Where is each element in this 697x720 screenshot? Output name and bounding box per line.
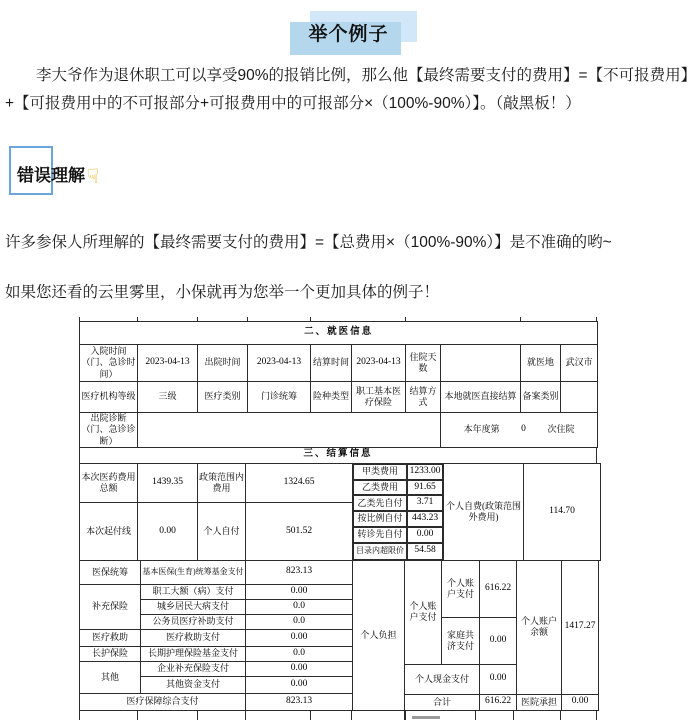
label-comprehensive-pay: 医疗保障综合支付 — [80, 693, 246, 710]
cutoff-text-fragment — [412, 716, 440, 719]
pointing-down-icon: ☟ — [87, 164, 100, 188]
value-medical-category: 门诊统筹 — [248, 382, 311, 413]
value-class-b-fee: 91.65 — [407, 480, 443, 496]
value-subtotal: 616.22 — [480, 694, 517, 710]
value-settle-time: 2023-04-13 — [352, 345, 406, 382]
label-visit-place: 就医地 — [521, 345, 561, 382]
value-hospital-bear: 0.00 — [562, 694, 599, 710]
label-personal-account-pay: 个人账户支付 — [442, 560, 480, 617]
value-resident-serious-pay: 0.0 — [246, 599, 353, 614]
value-medical-aid-pay: 0.00 — [246, 629, 353, 646]
title-text: 举个例子 — [308, 24, 389, 45]
value-self-expense: 114.70 — [524, 463, 601, 560]
label-large-amount-pay: 职工大额（病）支付 — [141, 584, 246, 599]
value-deductible: 0.00 — [138, 503, 198, 561]
label-policy-scope-fee: 政策范围内费用 — [198, 463, 246, 502]
label-deductible: 本次起付线 — [80, 503, 138, 561]
year-count-suffix: 次住院 — [547, 424, 575, 435]
paragraph-formula: 李大爷作为退休职工可以享受90%的报销比例，那么他【最终需要支付的费用】=【不可报费用】+【可报费用中的不可报部分+可报费用中的可报部分×（100%-90%）】。（敲黑板！） — [5, 67, 689, 112]
value-civil-servant-subsidy: 0.0 — [246, 614, 353, 629]
paragraph-lead-in: 如果您还看的云里雾里，小保就再为您举一个更加具体的例子！ — [5, 284, 440, 301]
table-cutoff-top — [79, 317, 597, 321]
payment-body — [79, 560, 597, 711]
label-personal-cash-pay: 个人现金支付 — [405, 664, 480, 694]
label-hospital-bear: 医院承担 — [517, 694, 562, 710]
label-institution-level: 医疗机构等级 — [80, 382, 138, 413]
label-supplement-insurance: 补充保险 — [80, 584, 141, 629]
label-class-b-fee: 乙类费用 — [353, 480, 407, 496]
label-subtotal: 合计 — [405, 694, 480, 710]
label-civil-servant-subsidy: 公务员医疗补助支付 — [141, 614, 246, 629]
value-enterprise-supplement-pay: 0.00 — [246, 661, 353, 676]
table-cutoff-bottom — [79, 711, 597, 720]
value-discharge-diagnosis — [138, 413, 441, 448]
value-longterm-care-pay: 0.0 — [246, 646, 353, 661]
value-comprehensive-pay: 823.13 — [246, 693, 353, 710]
value-basic-pooling-pay: 823.13 — [246, 560, 353, 584]
value-admit-time: 2023-04-13 — [138, 345, 198, 382]
label-basic-pooling-pay: 基本医保(生育)统筹基金支付 — [141, 560, 246, 584]
label-medical-aid: 医疗救助 — [80, 629, 141, 646]
heading-wrong-understanding — [17, 160, 697, 186]
label-family-mutual-pay: 家庭共济支付 — [442, 617, 480, 664]
label-discharge-time: 出院时间 — [198, 345, 248, 382]
title-row — [0, 14, 697, 52]
label-other-fund-pay: 其他资金支付 — [141, 676, 246, 693]
value-referral-prepay: 0.00 — [407, 527, 443, 543]
label-class-b-prepay: 乙类先自付 — [353, 495, 407, 511]
value-total-medical-fee: 1439.35 — [138, 463, 198, 502]
label-class-a-fee: 甲类费用 — [353, 464, 407, 480]
label-medical-aid-pay: 医疗救助支付 — [141, 629, 246, 646]
value-policy-scope-fee: 1324.65 — [246, 463, 353, 502]
label-self-paid: 个人自付 — [198, 503, 246, 561]
label-admit-time: 入院时间（门、急诊时间） — [80, 345, 138, 382]
label-resident-serious-pay: 城乡居民大病支付 — [141, 599, 246, 614]
value-hospital-days — [441, 345, 521, 382]
value-visit-place: 武汉市 — [561, 345, 598, 382]
year-count-cell — [441, 413, 598, 448]
value-personal-account-pay: 616.22 — [480, 560, 517, 617]
paragraph-wrong-formula: 许多参保人所理解的【最终需要支付的费用】=【总费用×（100%-90%）】是不准确的哟~ — [5, 234, 612, 251]
value-personal-cash-pay: 0.00 — [480, 664, 517, 694]
value-large-amount-pay: 0.00 — [246, 584, 353, 599]
visit-info-table — [79, 321, 598, 448]
value-ratio-prepay: 443.23 — [407, 511, 443, 527]
label-personal-burden: 个人负担 — [353, 560, 405, 710]
settlement-mid-table — [352, 463, 444, 561]
value-institution-level: 三级 — [138, 382, 198, 413]
value-insurance-type: 职工基本医疗保险 — [352, 382, 406, 413]
label-discharge-diagnosis: 出院诊断（门、急诊诊断） — [81, 413, 136, 446]
value-account-balance: 1417.27 — [562, 560, 599, 694]
year-count-prefix: 本年度第 — [463, 424, 500, 435]
label-referral-prepay: 转诊先自付 — [353, 527, 407, 543]
label-insurance-type: 险种类型 — [311, 382, 352, 413]
label-settle-method: 结算方式 — [406, 382, 441, 413]
value-discharge-time: 2023-04-13 — [248, 345, 311, 382]
section-title-example — [296, 14, 400, 51]
value-class-a-fee: 1233.00 — [407, 464, 443, 480]
year-count-number: 0 — [521, 423, 526, 434]
value-record-type — [561, 382, 598, 413]
label-account-pay-group: 个人账户支付 — [405, 560, 442, 664]
label-medical-category: 医疗类别 — [198, 382, 248, 413]
settlement-right-table — [443, 463, 601, 561]
label-longterm-care-pay: 长期护理保险基金支付 — [141, 646, 246, 661]
value-class-b-prepay: 3.71 — [407, 495, 443, 511]
label-record-type: 备案类别 — [521, 382, 561, 413]
value-self-paid: 501.52 — [246, 503, 353, 561]
value-over-limit: 54.58 — [407, 543, 443, 560]
settlement-body — [79, 463, 597, 561]
label-account-balance: 个人账户余额 — [517, 560, 562, 694]
label-settle-time: 结算时间 — [311, 345, 352, 382]
label-hospital-days: 住院天数 — [406, 345, 441, 382]
label-ratio-prepay: 按比例自付 — [353, 511, 407, 527]
payment-left-table — [79, 560, 353, 711]
settlement-section-header — [79, 447, 597, 464]
label-over-limit: 目录内超限价 — [353, 543, 407, 560]
settlement-left-table — [79, 463, 353, 561]
label-other: 其他 — [80, 661, 141, 693]
visit-section-title: 二、就医信息 — [80, 322, 598, 345]
label-enterprise-supplement-pay: 企业补充保险支付 — [141, 661, 246, 676]
label-pooling: 医保统筹 — [80, 560, 141, 584]
label-self-expense: 个人自费(政策范围外费用) — [444, 463, 524, 560]
settlement-section-title: 三、结算信息 — [80, 447, 597, 463]
heading-text: 错误理解 — [17, 165, 85, 185]
value-family-mutual-pay: 0.00 — [480, 617, 517, 664]
payment-right-table — [352, 560, 599, 711]
label-longterm-care: 长护保险 — [80, 646, 141, 661]
medical-settlement-table — [79, 317, 597, 720]
value-settle-method: 本地就医直接结算 — [441, 382, 521, 413]
label-total-medical-fee: 本次医药费用总额 — [80, 463, 138, 502]
value-other-fund-pay: 0.00 — [246, 676, 353, 693]
